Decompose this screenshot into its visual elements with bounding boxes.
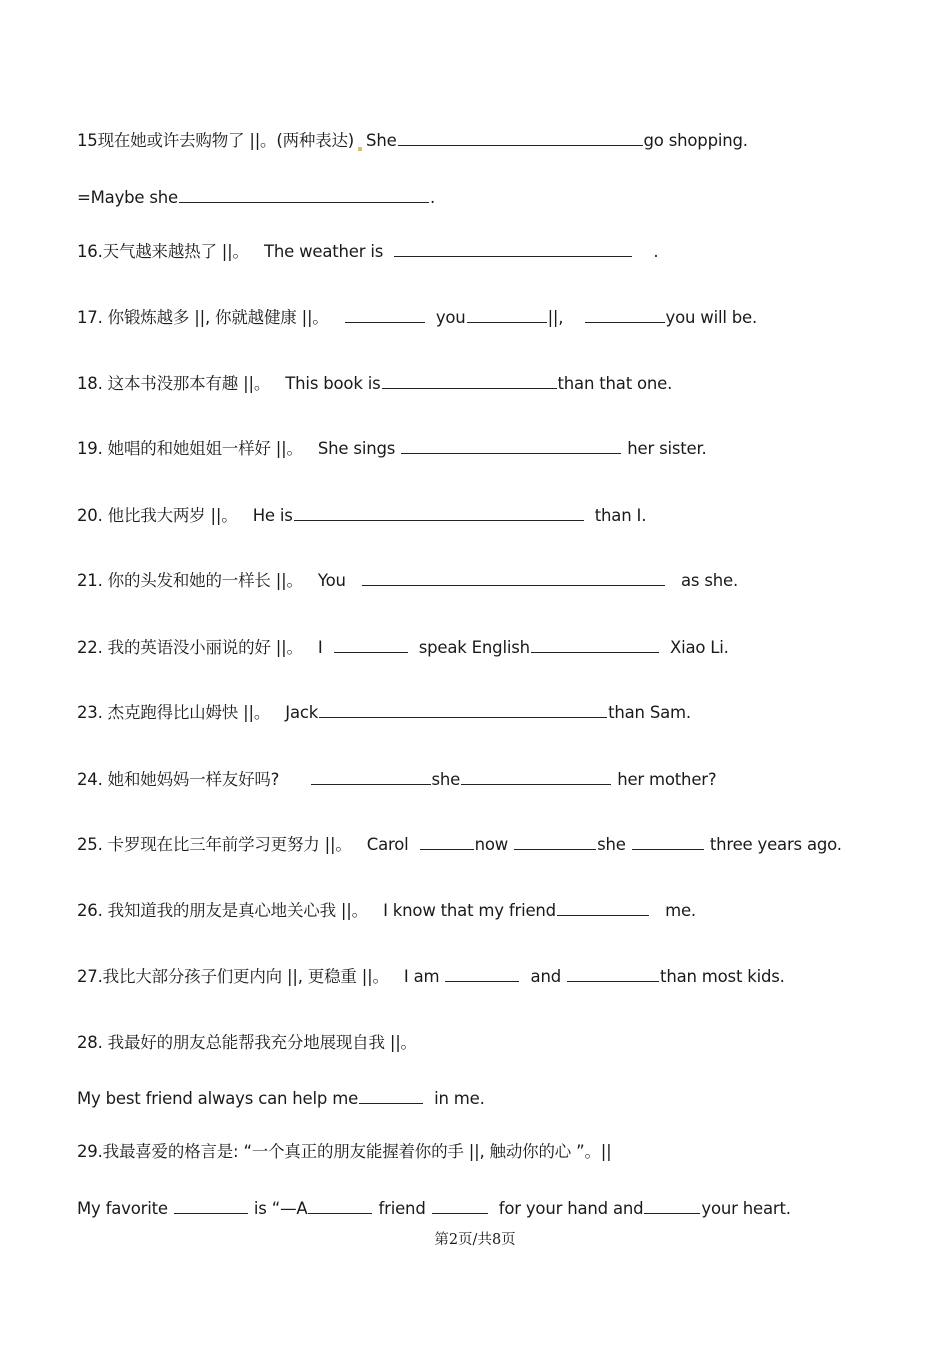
item-21-line — [77, 570, 738, 592]
item-15-line-2 — [77, 187, 435, 209]
answer-blank[interactable] — [632, 835, 704, 850]
answer-blank[interactable] — [514, 835, 596, 850]
item-19-text-2: her sister. — [627, 439, 707, 458]
item-17-text-3: you will be. — [665, 308, 758, 327]
item-25-text-2: now — [474, 835, 509, 854]
item-17-text-2: ||, — [547, 308, 564, 327]
item-24-line — [77, 769, 716, 791]
item-26-text-1: I know that my friend — [383, 901, 556, 920]
item-20-line — [77, 505, 646, 527]
answer-blank[interactable] — [382, 374, 557, 389]
answer-blank[interactable] — [445, 967, 519, 982]
item-15-text-1: She — [366, 131, 397, 150]
item-18-line — [77, 373, 672, 395]
item-18-text-1: This book is — [285, 374, 381, 393]
item-23-line — [77, 702, 691, 724]
item-15-line-1 — [77, 130, 748, 152]
item-17-text-1: you — [435, 308, 466, 327]
item-25-text-4: three years ago. — [709, 835, 842, 854]
item-22-text-1: I — [317, 638, 323, 657]
item-28-chinese: 28. 我最好的朋友总能帮我充分地展现自我 ||。 — [77, 1033, 417, 1052]
item-29-line-1 — [77, 1141, 611, 1163]
answer-blank[interactable] — [531, 638, 659, 653]
item-16-text-2: . — [653, 242, 659, 261]
item-27-text-1: I am — [403, 967, 440, 986]
answer-blank[interactable] — [420, 835, 474, 850]
item-20-text-1: He is — [252, 506, 293, 525]
page-footer: 第2页/共8页 — [434, 1232, 516, 1248]
item-29-text-2: is “—A — [253, 1199, 308, 1218]
item-27-line — [77, 966, 785, 988]
item-23-text-1: Jack — [285, 703, 319, 722]
item-22-text-2: speak English — [418, 638, 530, 657]
item-20-text-2: than I. — [594, 506, 647, 525]
item-28-line-1 — [77, 1032, 417, 1054]
answer-blank[interactable] — [394, 242, 632, 257]
answer-blank[interactable] — [398, 131, 643, 146]
highlight-mark — [358, 147, 362, 151]
item-29-text-1: My favorite — [77, 1199, 168, 1218]
item-27-text-2: and — [530, 967, 561, 986]
item-28-text-2: in me. — [434, 1089, 485, 1108]
answer-blank[interactable] — [467, 308, 547, 323]
item-17-chinese: 17. 你锻炼越多 ||, 你就越健康 ||。 — [77, 308, 329, 327]
item-27-chinese: 27.我比大部分孩子们更内向 ||, 更稳重 ||。 — [77, 967, 389, 986]
answer-blank[interactable] — [362, 571, 665, 586]
answer-blank[interactable] — [567, 967, 659, 982]
item-24-text-1: she — [431, 770, 461, 789]
item-23-chinese: 23. 杰克跑得比山姆快 ||。 — [77, 703, 271, 722]
item-26-chinese: 26. 我知道我的朋友是真心地关心我 ||。 — [77, 901, 368, 920]
answer-blank[interactable] — [585, 308, 665, 323]
item-24-text-2: her mother? — [617, 770, 717, 789]
item-16-chinese: 16.天气越来越热了 ||。 — [77, 242, 249, 261]
answer-blank[interactable] — [401, 439, 621, 454]
answer-blank[interactable] — [179, 188, 429, 203]
answer-blank[interactable] — [432, 1199, 488, 1214]
item-15-chinese: 15现在她或许去购物了 ||。(两种表达) — [77, 131, 355, 150]
item-27-text-3: than most kids. — [660, 967, 785, 986]
item-26-line — [77, 900, 696, 922]
item-25-line — [77, 834, 842, 856]
item-20-chinese: 20. 他比我大两岁 ||。 — [77, 506, 238, 525]
item-15b-text-1: =Maybe she — [77, 188, 179, 207]
item-19-chinese: 19. 她唱的和她姐姐一样好 ||。 — [77, 439, 303, 458]
item-25-text-1: Carol — [366, 835, 409, 854]
answer-blank[interactable] — [174, 1199, 248, 1214]
answer-blank[interactable] — [557, 901, 649, 916]
item-28-line-2 — [77, 1088, 485, 1110]
answer-blank[interactable] — [345, 308, 425, 323]
item-19-text-1: She sings — [317, 439, 396, 458]
item-17-line — [77, 307, 757, 329]
item-16-text-1: The weather is — [263, 242, 384, 261]
item-29-text-4: for your hand and — [498, 1199, 644, 1218]
item-18-chinese: 18. 这本书没那本有趣 ||。 — [77, 374, 271, 393]
answer-blank[interactable] — [294, 506, 584, 521]
item-22-line — [77, 637, 729, 659]
item-15b-text-2: . — [430, 188, 436, 207]
answer-blank[interactable] — [461, 770, 611, 785]
item-29-chinese: 29.我最喜爱的格言是: “一个真正的朋友能握着你的手 ||, 触动你的心 ”。|| — [77, 1142, 612, 1161]
item-19-line — [77, 438, 707, 460]
item-23-text-2: than Sam. — [608, 703, 691, 722]
item-28-text-1: My best friend always can help me — [77, 1089, 359, 1108]
item-15-text-2: go shopping. — [643, 131, 748, 150]
item-18-text-2: than that one. — [557, 374, 673, 393]
item-22-chinese: 22. 我的英语没小丽说的好 ||。 — [77, 638, 303, 657]
item-25-text-3: she — [597, 835, 626, 854]
item-24-chinese: 24. 她和她妈妈一样友好吗? — [77, 770, 280, 789]
item-21-text-1: You — [317, 571, 346, 590]
item-16-line — [77, 241, 658, 263]
item-29-text-3: friend — [378, 1199, 426, 1218]
answer-blank[interactable] — [644, 1199, 700, 1214]
answer-blank[interactable] — [359, 1089, 423, 1104]
item-21-chinese: 21. 你的头发和她的一样长 ||。 — [77, 571, 303, 590]
item-22-text-3: Xiao Li. — [669, 638, 729, 657]
item-29-text-5: your heart. — [701, 1199, 791, 1218]
item-21-text-2: as she. — [681, 571, 739, 590]
answer-blank[interactable] — [308, 1199, 372, 1214]
answer-blank[interactable] — [311, 770, 431, 785]
answer-blank[interactable] — [319, 703, 607, 718]
item-26-text-2: me. — [665, 901, 696, 920]
item-25-chinese: 25. 卡罗现在比三年前学习更努力 ||。 — [77, 835, 352, 854]
item-29-line-2 — [77, 1198, 791, 1220]
answer-blank[interactable] — [334, 638, 408, 653]
